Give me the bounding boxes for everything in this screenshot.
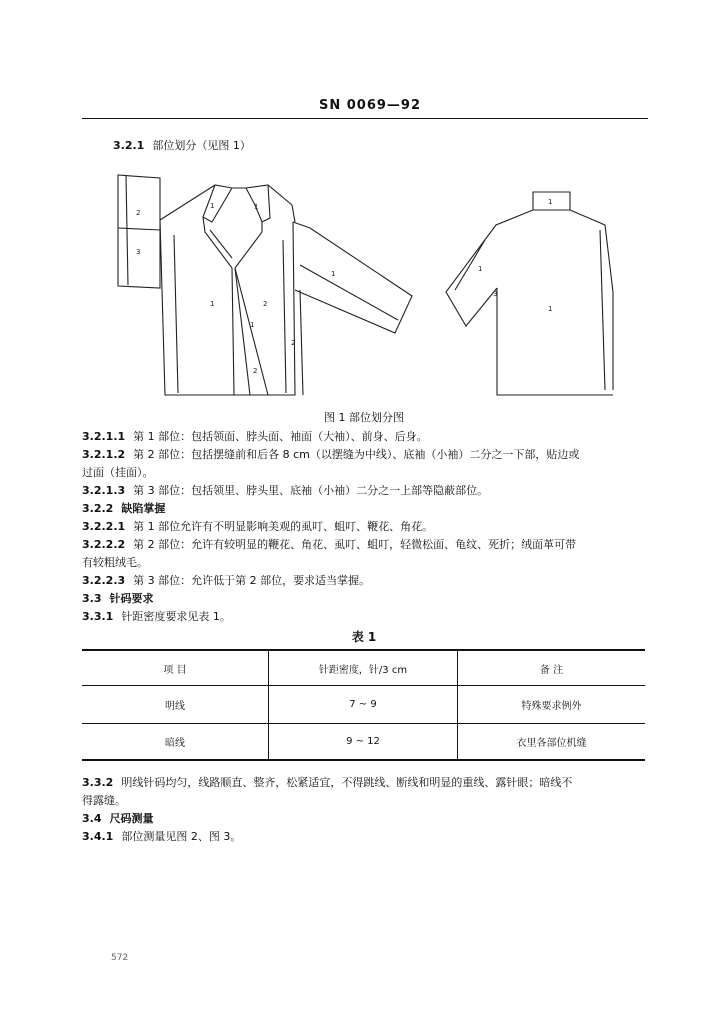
section-text: 部位划分（见图 1） [152,139,251,152]
front-placket-left [232,268,234,395]
region-label: 2 [253,367,258,375]
stitch-density-table [82,649,645,761]
section-3-2-2-1 [82,520,433,534]
section-number: 3.2.1.1 [82,430,126,443]
section-3-2-1-3 [82,484,488,498]
region-label: 2 [263,300,268,308]
section-3-2-2-3 [82,574,370,588]
region-label: 1 [548,305,553,313]
section-number: 3.2.1 [113,139,145,152]
section-text: 第 3 部位：允许低于第 2 部位，要求适当掌握。 [133,574,371,587]
section-text: 第 2 部位：包括摆缝前和后各 8 cm（以摆缝为中线）、底袖（小袖）二分之一下部，贴边或 [133,448,580,461]
front-jacket-drawing [118,175,412,395]
section-number: 3.3.1 [82,610,114,623]
back-jacket-drawing [446,192,613,395]
table-row [82,686,645,724]
section-3-2-1-1 [82,430,428,444]
cuff-seam [126,176,128,285]
cell-density: 7 ~ 9 [269,686,458,724]
col-header-item: 项 目 [82,650,269,686]
cell-item: 暗线 [82,724,269,761]
right-lapel-lower [235,222,262,268]
left-lapel-upper [203,185,232,222]
col-header-note: 备 注 [539,664,564,676]
figure-1-garment-diagram [0,0,728,410]
front-shoulder-line [160,185,295,222]
section-3-2-2 [82,502,165,516]
cuff-divider [118,228,160,230]
region-label: 1 [210,202,215,210]
region-label: 2 [136,209,141,217]
table-title: 表 1 [351,630,377,644]
section-number: 3.3.2 [82,776,114,789]
region-label: 1 [548,198,553,206]
figure-caption: 图 1 部位划分图 [324,411,404,424]
left-lapel-lower [203,217,232,268]
section-text: 尺码测量 [109,812,154,825]
section-3-4-1 [82,830,241,844]
section-3-3-2 [82,776,572,790]
back-body-outline [497,288,613,395]
cell-item: 明线 [82,686,269,724]
section-text: 第 3 部位：包括领里、脖头里、底袖（小袖）二分之一上部等隐蔽部位。 [133,484,489,497]
region-label: 1 [210,300,215,308]
section-number: 3.2.1.3 [82,484,126,497]
cell-note: 特殊要求例外 [458,686,646,724]
back-right-seam [600,230,605,390]
region-label: 1 [254,203,259,211]
section-3-3-2-cont: 得露缝。 [82,794,126,807]
section-number: 3.2.2.2 [82,538,126,551]
back-left-sleeve [446,210,533,326]
section-number: 3.2.2.3 [82,574,126,587]
region-label: 1 [478,265,483,273]
section-text: 部位测量见图 2、图 3。 [121,830,242,843]
section-number: 3.2.1.2 [82,448,126,461]
table-header-row [82,650,645,686]
section-number: 3.4.1 [82,830,114,843]
page-header: SN 0069—92 [318,98,422,113]
cell-density: 9 ~ 12 [269,724,458,761]
page-number: 572 [111,953,129,963]
region-label: 3 [493,290,498,298]
region-label: 1 [250,321,255,329]
section-number: 3.2.2.1 [82,520,126,533]
section-text: 缺陷掌握 [121,502,166,515]
section-3-4 [82,812,154,826]
region-label: 1 [331,270,336,278]
section-number: 3.2.2 [82,502,114,515]
side-seam [300,290,303,395]
cell-note: 衣里各部位机缝 [458,724,646,761]
section-number: 3.3 [82,592,102,605]
section-text: 针距密度要求见表 1。 [121,610,231,623]
section-text: 针码要求 [109,592,154,605]
section-text: 第 1 部位：包括领面、脖头面、袖面（大袖）、前身、后身。 [133,430,428,443]
section-3-2-1-2-cont: 过面（挂面）。 [82,466,154,479]
left-sleeve-cuff [118,175,160,288]
section-text: 明线针码均匀，线路顺直、整齐，松紧适宜，不得跳线、断线和明显的重线、露针眼；暗线不 [121,776,573,789]
right-sleeve [293,222,412,333]
front-placket-right [235,268,250,395]
region-label: 2 [291,339,296,347]
section-text: 第 2 部位：允许有较明显的鞭花、角花、虱叮、蛆叮，轻微松面、龟纹、死折；绒面革可带 [133,538,577,551]
front-dart-left [174,235,178,393]
front-body-outline [160,220,295,395]
region-label: 3 [136,248,141,256]
table-row [82,724,645,761]
col-header-density: 针距密度，针/3 cm [269,650,458,686]
section-number: 3.4 [82,812,102,825]
back-right-side [570,210,613,390]
right-sleeve-seam [300,265,398,320]
section-3-2-1-2 [82,448,579,462]
front-dart-right [283,240,286,393]
front-hem-flap [235,268,268,395]
section-3-3-1 [82,610,231,624]
section-3-3 [82,592,154,606]
section-3-2-2-2 [82,538,576,552]
section-3-2-2-2-cont: 有较粗绒毛。 [82,556,148,569]
section-text: 第 1 部位允许有不明显影响美观的虱叮、蛆叮、鞭花、角花。 [133,520,434,533]
